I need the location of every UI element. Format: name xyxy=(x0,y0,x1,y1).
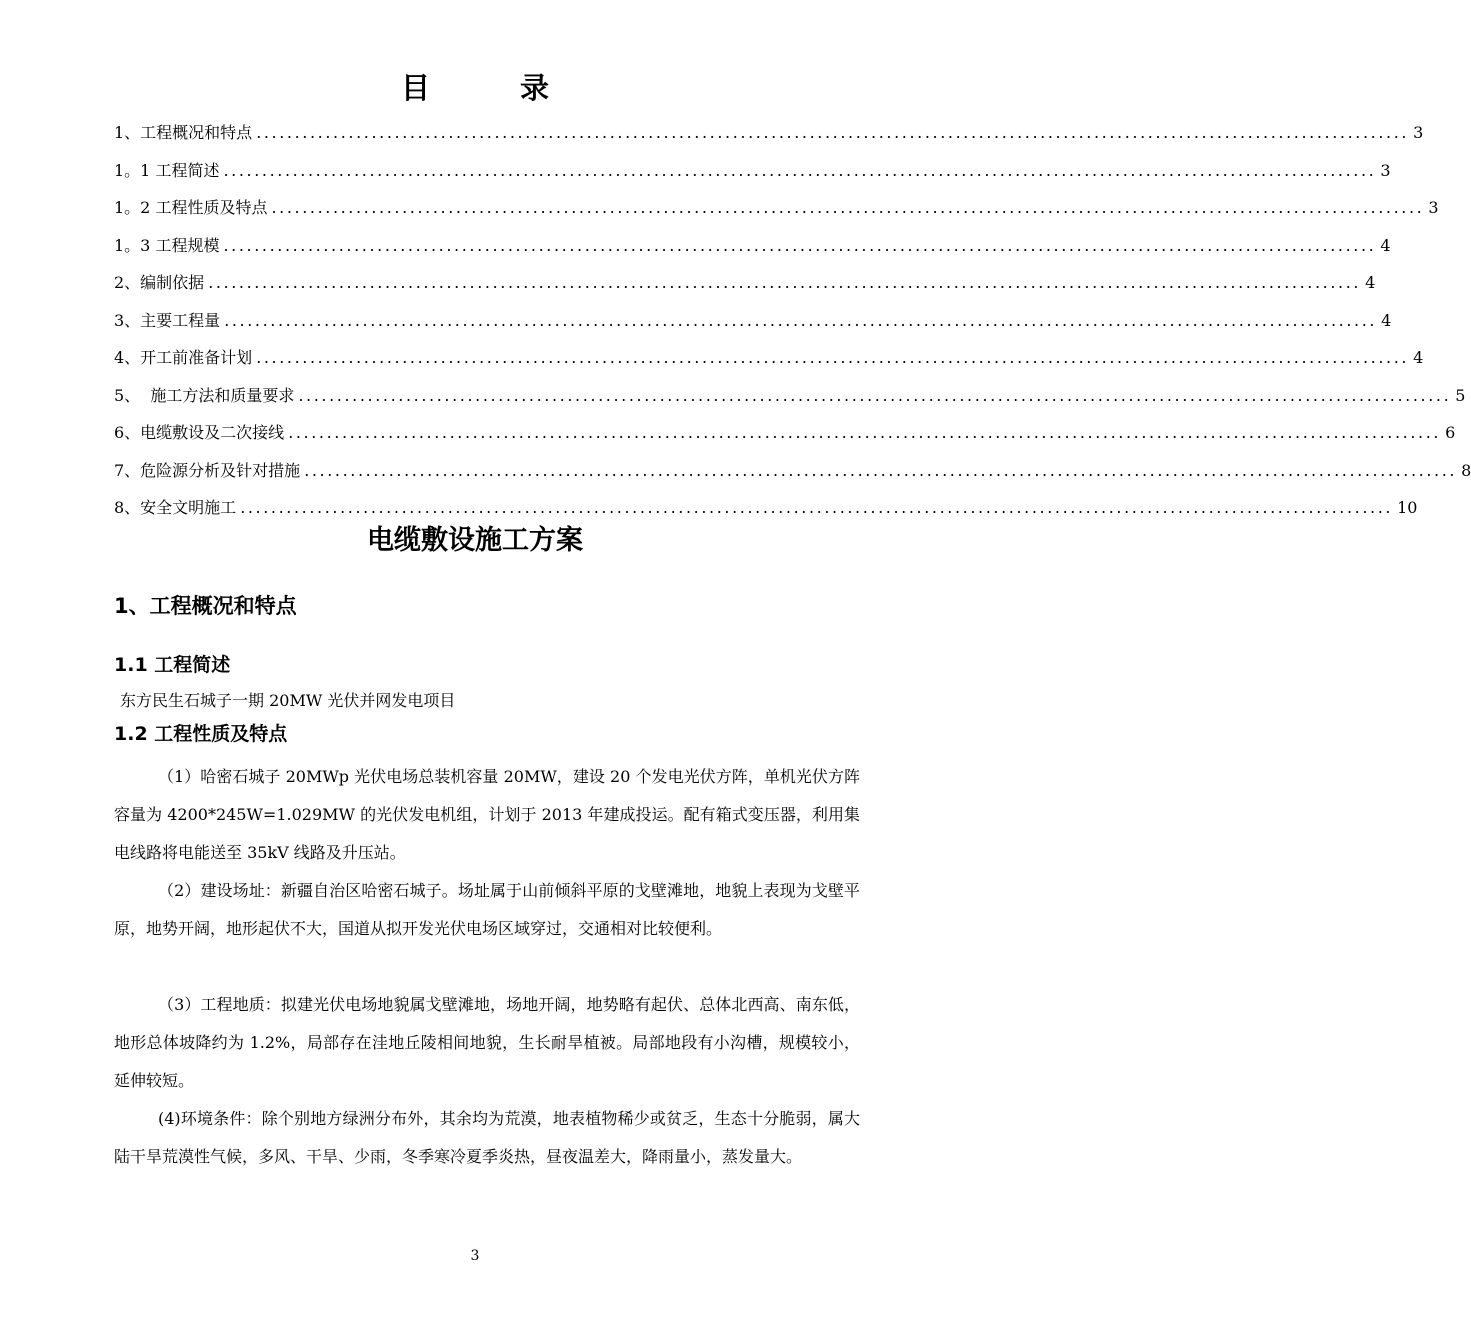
toc-leader-dots: ...................................................................................................................................................... xyxy=(240,498,1394,517)
body-paragraph: （3）工程地质：拟建光伏电场地貌属戈壁滩地，场地开阔，地势略有起伏、总体北西高、南东低，地形总体坡降约为 1.2%，局部存在洼地丘陵相间地貌，生长耐旱植被。局部地段有小沟槽，规模较小，延伸较短。 xyxy=(114,995,860,1090)
toc-entry-page: 3 xyxy=(1380,160,1391,180)
toc-entry[interactable] xyxy=(114,452,1471,490)
section-heading: 1、工程概况和特点 xyxy=(114,594,297,618)
toc-entry-page: 5 xyxy=(1455,385,1466,405)
toc-entry-label: 1。2 工程性质及特点 xyxy=(114,198,268,217)
toc-leader-dots: ...................................................................................................................................................... xyxy=(298,385,1452,405)
toc-entry-label: 3、主要工程量 xyxy=(114,310,221,330)
toc-entry-label: 1。1 工程简述 xyxy=(114,160,220,180)
toc-entry-label: 6、电缆敷设及二次接线 xyxy=(114,423,285,442)
toc-leader-dots: ...................................................................................................................................................... xyxy=(208,273,1362,292)
toc-entry-label: 4、开工前准备计划 xyxy=(114,348,253,367)
toc-leader-dots: ...................................................................................................................................................... xyxy=(288,423,1442,442)
toc-leader-dots: ...................................................................................................................................................... xyxy=(223,235,1377,255)
toc-entry-page: 3 xyxy=(1428,198,1439,217)
project-description: 东方民生石城子一期 20MW 光伏并网发电项目 xyxy=(120,691,456,710)
toc-entry-page: 4 xyxy=(1413,348,1424,367)
body-paragraph: （1）哈密石城子 20MWp 光伏电场总装机容量 20MW，建设 20 个发电光伏方阵，单机光伏方阵容量为 4200*245W=1.029MW 的光伏发电机组，计划于 2013 年建成投运。配有箱式变压器，利用集电线路将电能送至 35kV 线路及升压站。 xyxy=(114,767,860,862)
table-of-contents xyxy=(114,114,1471,527)
subsection-heading: 1.2 工程性质及特点 xyxy=(114,723,288,745)
toc-leader-dots: ...................................................................................................................................................... xyxy=(256,123,1410,142)
toc-entry-label: 5、 施工方法和质量要求 xyxy=(114,385,295,405)
toc-entry[interactable] xyxy=(114,377,1466,415)
toc-entry-page: 10 xyxy=(1397,498,1418,517)
toc-entry[interactable] xyxy=(114,414,1456,452)
toc-leader-dots: ...................................................................................................................................................... xyxy=(256,348,1410,367)
subsection-heading: 1.1 工程简述 xyxy=(114,654,231,676)
document-title: 电缆敷设施工方案 xyxy=(367,525,583,556)
toc-entry-label: 1。3 工程规模 xyxy=(114,235,220,255)
toc-entry-page: 4 xyxy=(1365,273,1376,292)
page-number: 3 xyxy=(470,1248,480,1264)
toc-leader-dots: ...................................................................................................................................................... xyxy=(224,310,1378,330)
toc-entry-page: 4 xyxy=(1380,235,1391,255)
toc-entry[interactable] xyxy=(114,302,1392,340)
toc-leader-dots: ...................................................................................................................................................... xyxy=(223,160,1377,180)
toc-entry-label: 2、编制依据 xyxy=(114,273,205,292)
toc-entry-label: 7、危险源分析及针对措施 xyxy=(114,460,301,480)
toc-entry[interactable] xyxy=(114,114,1424,152)
toc-entry-page: 6 xyxy=(1445,423,1456,442)
toc-title: 目 录 xyxy=(400,71,590,105)
body-paragraph: (4)环境条件：除个别地方绿洲分布外，其余均为荒漠，地表植物稀少或贫乏，生态十分脆弱，属大陆干旱荒漠性气候，多风、干旱、少雨，冬季寒冷夏季炎热，昼夜温差大，降雨量小，蒸发量大。 xyxy=(114,1109,860,1166)
toc-entry-page: 3 xyxy=(1413,123,1424,142)
body-paragraph: （2）建设场址：新疆自治区哈密石城子。场址属于山前倾斜平原的戈壁滩地，地貌上表现为戈壁平原，地势开阔，地形起伏不大，国道从拟开发光伏电场区域穿过，交通相对比较便利。 xyxy=(114,881,860,938)
toc-leader-dots: ...................................................................................................................................................... xyxy=(304,460,1458,480)
toc-entry[interactable] xyxy=(114,152,1391,190)
toc-entry[interactable] xyxy=(114,227,1391,265)
toc-entry[interactable] xyxy=(114,189,1439,227)
toc-entry-label: 1、工程概况和特点 xyxy=(114,123,253,142)
toc-entry-page: 8 xyxy=(1461,460,1471,480)
toc-entry[interactable] xyxy=(114,264,1376,302)
toc-entry-page: 4 xyxy=(1381,310,1392,330)
toc-entry[interactable] xyxy=(114,339,1424,377)
toc-entry-label: 8、安全文明施工 xyxy=(114,498,237,517)
toc-leader-dots: ...................................................................................................................................................... xyxy=(271,198,1425,217)
